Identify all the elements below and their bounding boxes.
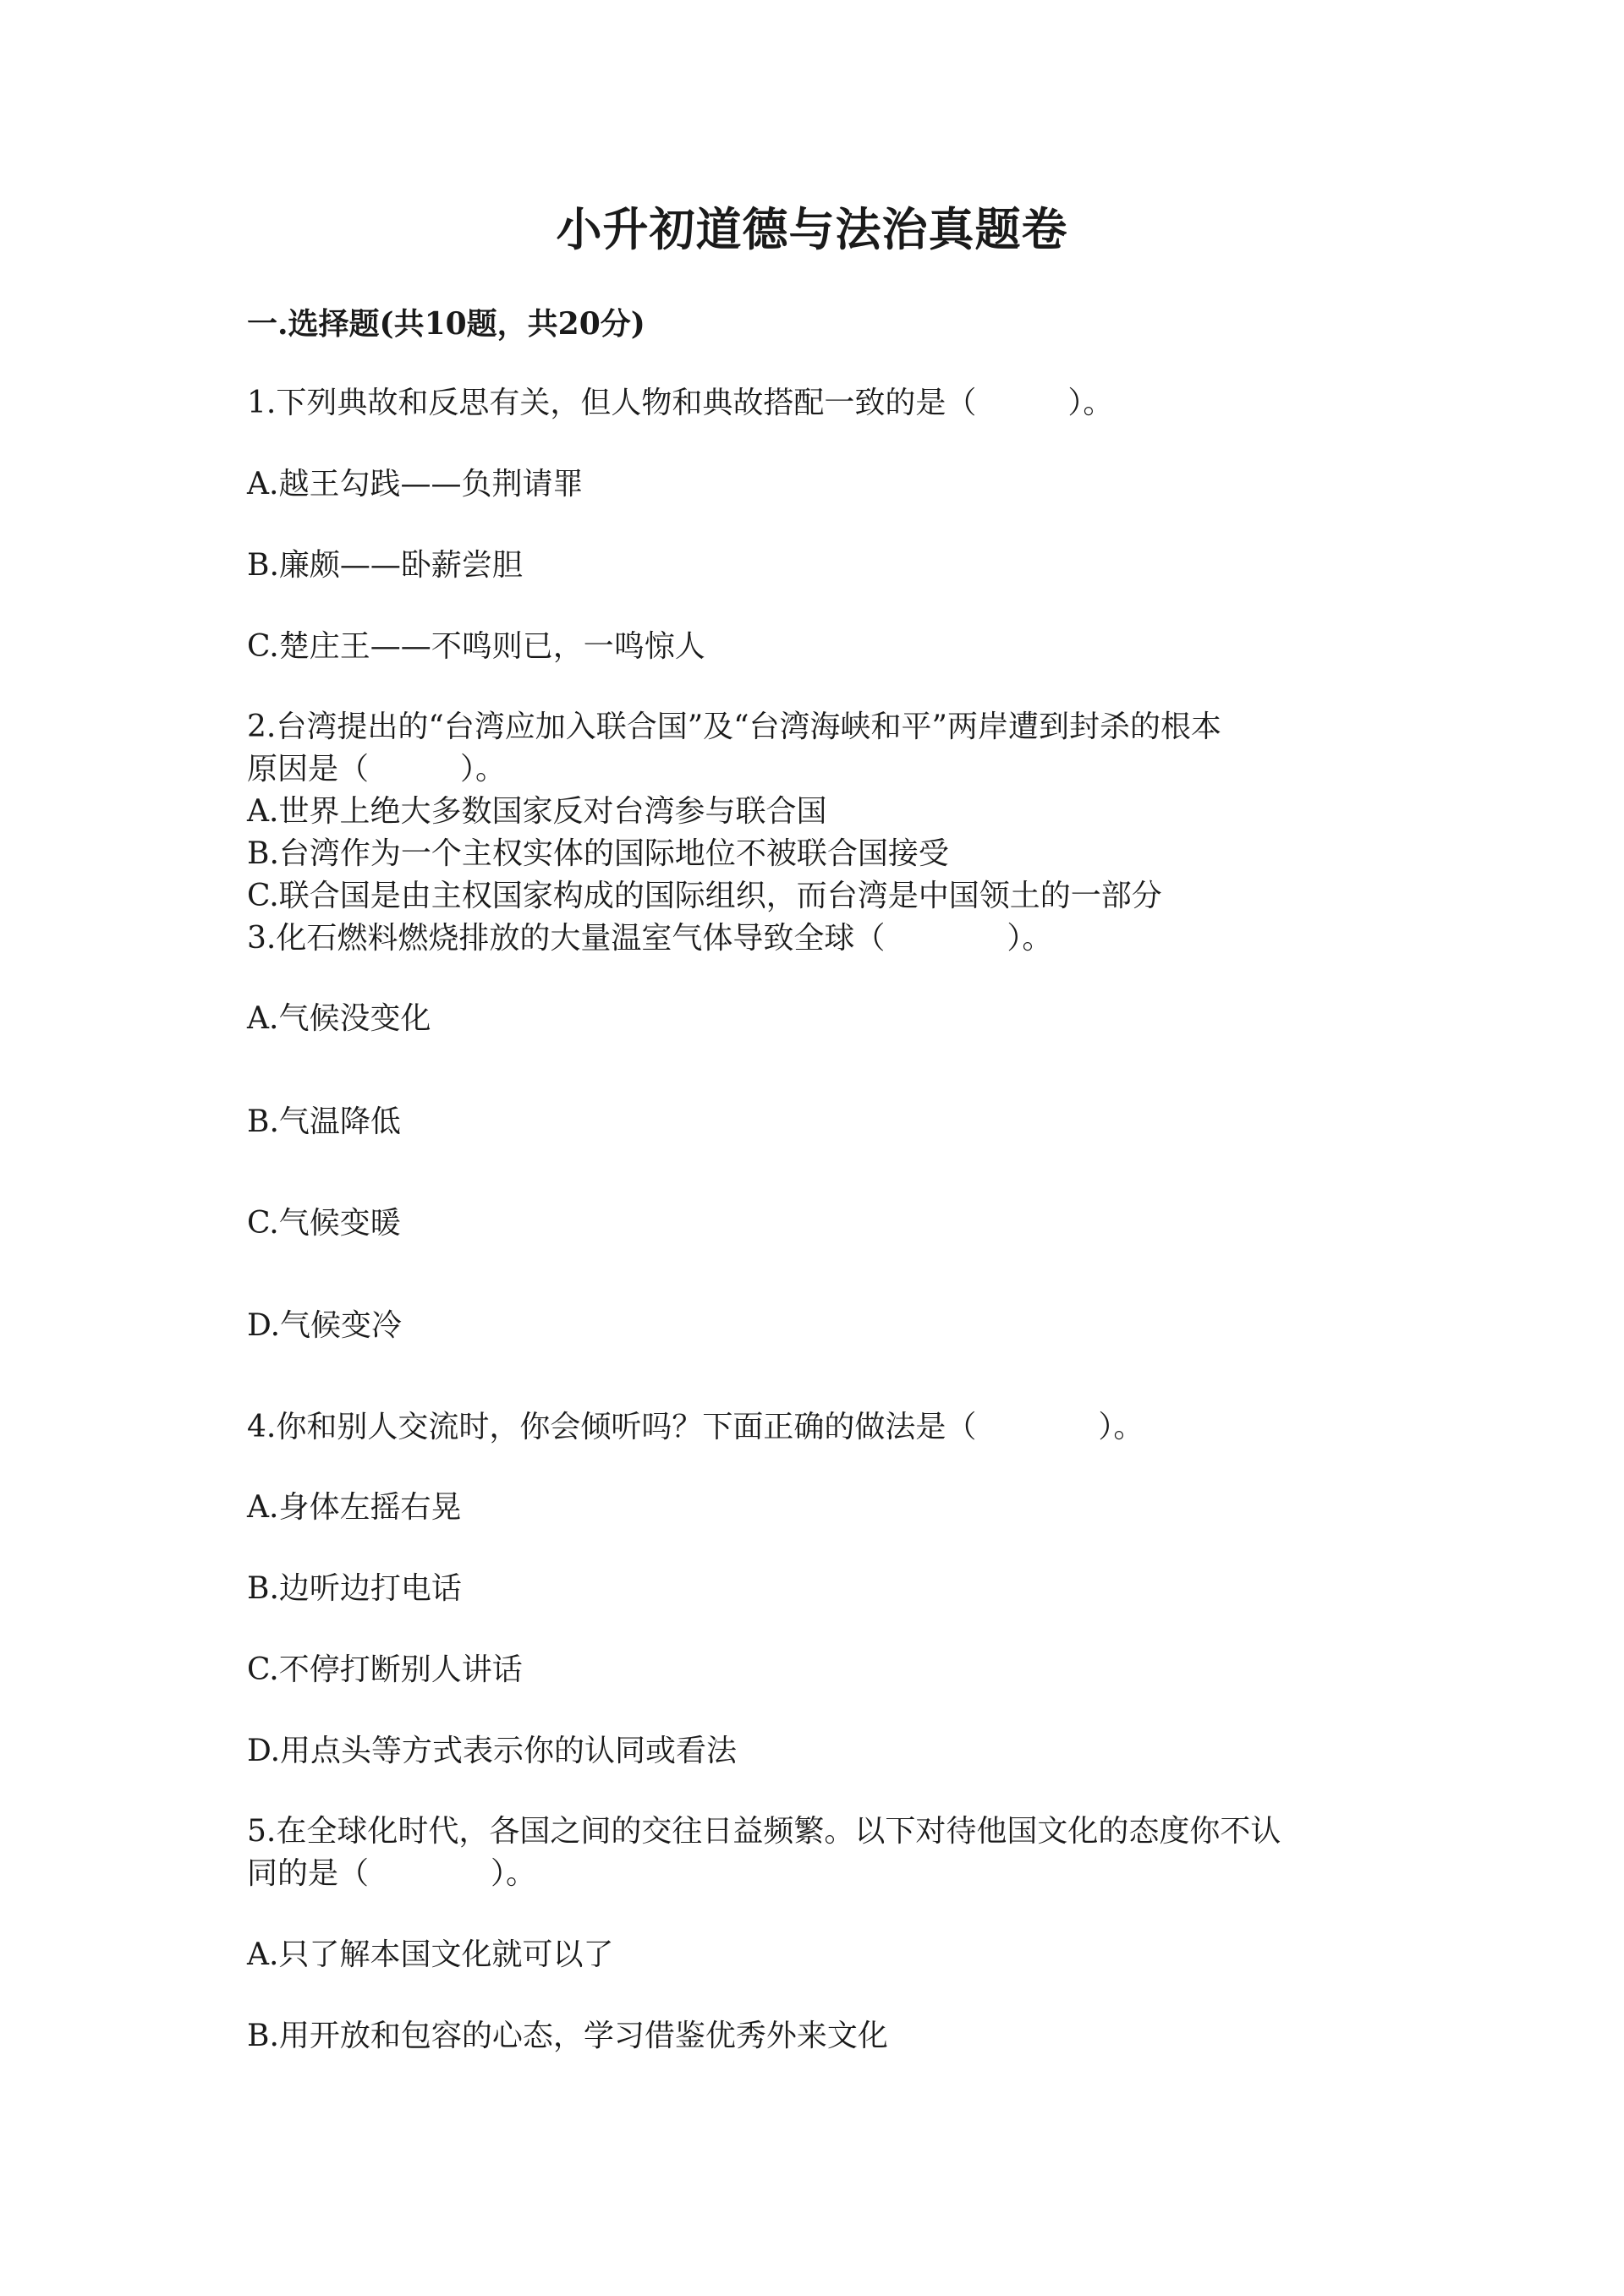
question-3-option-b: B.气温降低 xyxy=(247,1104,401,1139)
question-4-option-d: D.用点头等方式表示你的认同或看法 xyxy=(247,1734,738,1768)
page-title: 小升初道德与法治真题卷 xyxy=(556,202,1068,256)
question-1-option-a: A.越王勾践——负荆请罪 xyxy=(247,467,584,501)
question-1-stem: 1.下列典故和反思有关，但人物和典故搭配一致的是（ ）。 xyxy=(247,386,1114,420)
question-3-option-c: C.气候变暖 xyxy=(247,1206,401,1241)
question-2-option-a: A.世界上绝大多数国家反对台湾参与联合国 xyxy=(247,794,827,829)
question-4-option-a: A.身体左摇右晃 xyxy=(247,1490,462,1525)
question-3-option-d: D.气候变冷 xyxy=(247,1308,403,1343)
question-4-stem: 4.你和别人交流时，你会倾听吗？下面正确的做法是（ ）。 xyxy=(247,1410,1144,1444)
question-3-option-a: A.气候没变化 xyxy=(247,1001,431,1036)
question-5-option-b: B.用开放和包容的心态，学习借鉴优秀外来文化 xyxy=(247,2019,888,2053)
question-3-stem: 3.化石燃料燃烧排放的大量温室气体导致全球（ ）。 xyxy=(247,921,1053,956)
question-2-option-b: B.台湾作为一个主权实体的国际地位不被联合国接受 xyxy=(247,836,949,871)
question-5-option-a: A.只了解本国文化就可以了 xyxy=(247,1937,614,1972)
question-2-stem-line-1: 2.台湾提出的“台湾应加入联合国”及“台湾海峡和平”两岸遭到封杀的根本 xyxy=(247,710,1221,744)
question-5-stem-line-2: 同的是（ ）。 xyxy=(247,1856,537,1891)
question-2-stem-line-2: 原因是（ ）。 xyxy=(247,752,507,786)
question-4-option-b: B.边听边打电话 xyxy=(247,1571,462,1606)
question-1-option-b: B.廉颇——卧薪尝胆 xyxy=(247,548,523,583)
question-1-option-c: C.楚庄王——不鸣则已，一鸣惊人 xyxy=(247,629,705,664)
question-2-option-c: C.联合国是由主权国家构成的国际组织，而台湾是中国领土的一部分 xyxy=(247,879,1162,913)
question-5-stem-line-1: 5.在全球化时代，各国之间的交往日益频繁。以下对待他国文化的态度你不认 xyxy=(247,1814,1281,1849)
section-heading: 一.选择题(共10题，共20分) xyxy=(247,306,645,342)
question-4-option-c: C.不停打断别人讲话 xyxy=(247,1652,523,1687)
